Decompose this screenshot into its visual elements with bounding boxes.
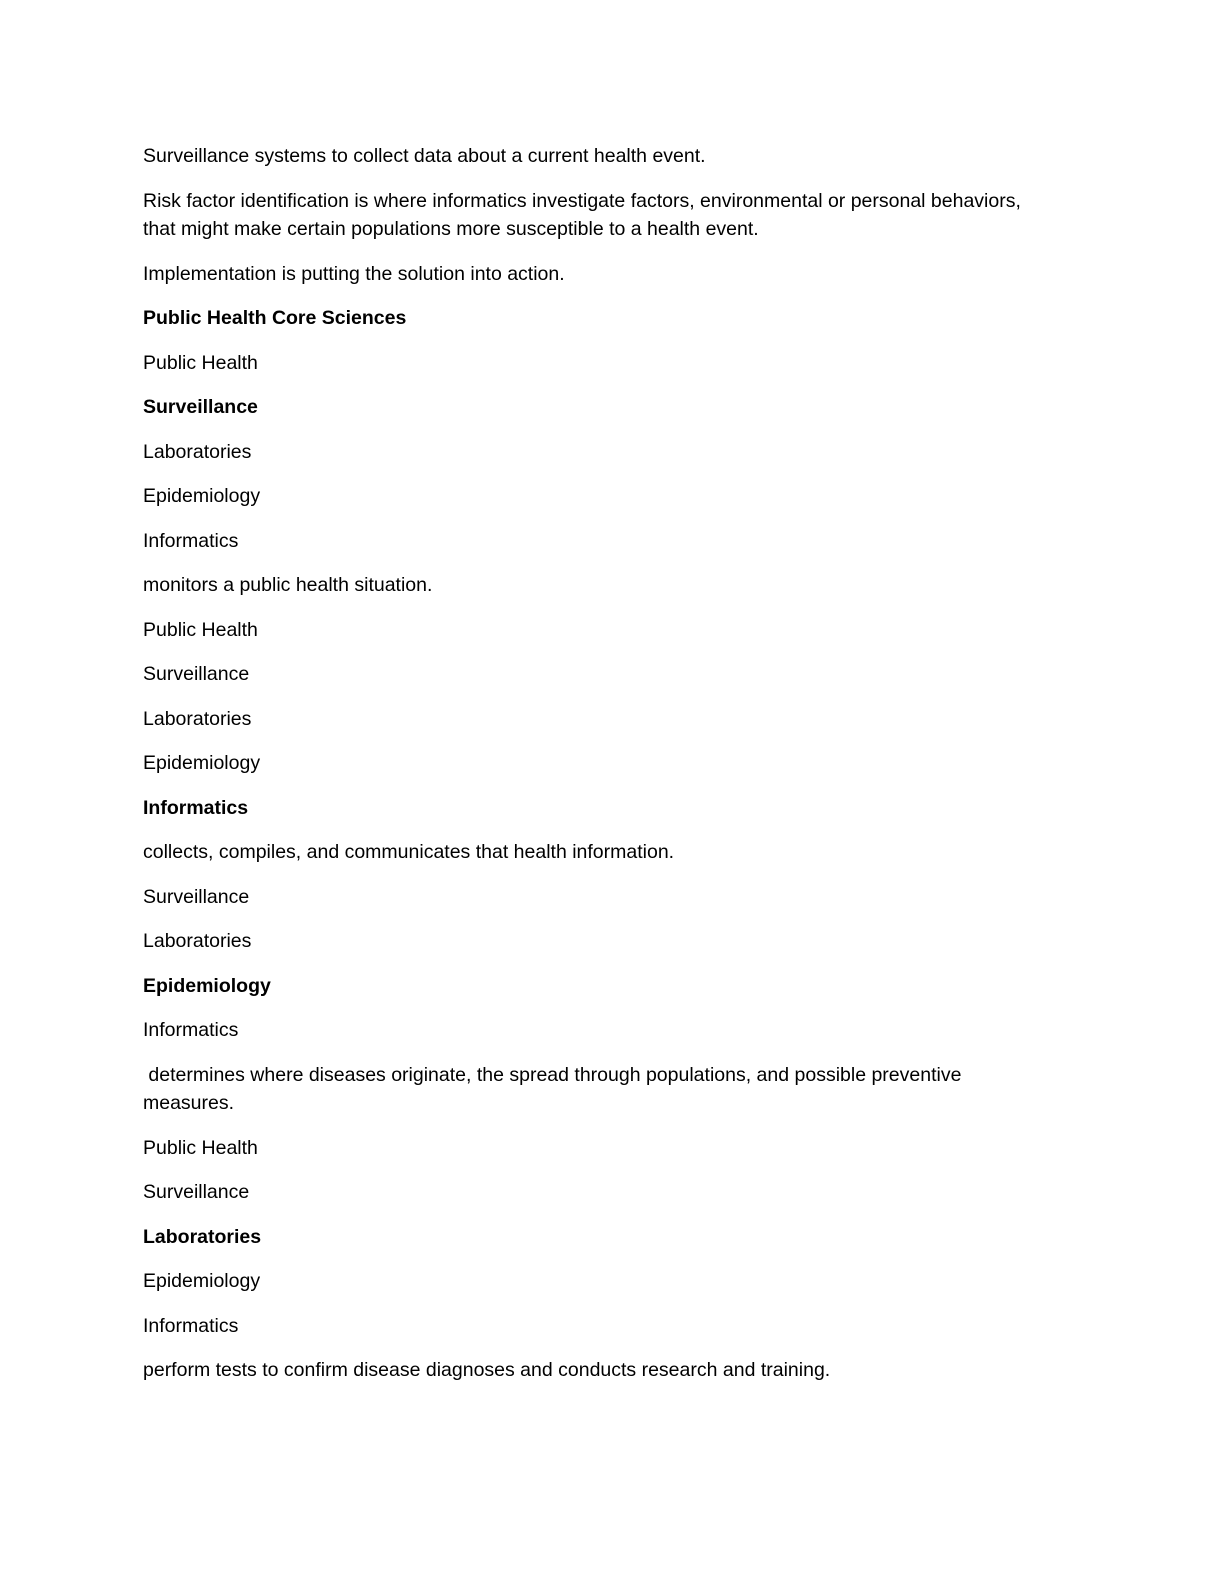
paragraph: Surveillance systems to collect data about a current health event. bbox=[143, 145, 706, 167]
option-item: Informatics bbox=[143, 1314, 239, 1337]
option-item: Epidemiology bbox=[143, 485, 261, 507]
option-item: Epidemiology bbox=[143, 1270, 261, 1292]
option-item: Public Health bbox=[143, 618, 258, 641]
definition-text: collects, compiles, and communicates that health information. bbox=[143, 841, 675, 863]
option-item: Surveillance bbox=[143, 396, 258, 418]
option-item: Public Health bbox=[143, 1136, 258, 1159]
definition-text: perform tests to confirm disease diagnoses and conducts research and training. bbox=[143, 1359, 831, 1381]
option-item: Public Health bbox=[143, 351, 258, 374]
option-item: Laboratories bbox=[143, 930, 252, 952]
option-item: Surveillance bbox=[143, 663, 250, 685]
option-item: Surveillance bbox=[143, 885, 250, 908]
definition-text: determines where diseases originate, the spread through populations, and possible preventive measures. bbox=[143, 1063, 967, 1114]
option-item: Informatics bbox=[143, 529, 239, 552]
option-item: Epidemiology bbox=[143, 974, 271, 997]
paragraph: Implementation is putting the solution into action. bbox=[143, 262, 565, 285]
option-item: Surveillance bbox=[143, 1181, 250, 1203]
section-heading: Public Health Core Sciences bbox=[143, 307, 407, 329]
option-item: Laboratories bbox=[143, 1225, 262, 1248]
option-item: Laboratories bbox=[143, 440, 252, 463]
definition-text: monitors a public health situation. bbox=[143, 574, 433, 596]
option-item: Epidemiology bbox=[143, 752, 261, 774]
document-body bbox=[143, 142, 1055, 1401]
paragraph: Risk factor identification is where informatics investigate factors, environmental or personal behaviors, that might make certain populations more susceptible to a health event. bbox=[143, 189, 1027, 240]
option-item: Laboratories bbox=[143, 707, 252, 730]
option-item: Informatics bbox=[143, 796, 249, 819]
option-item: Informatics bbox=[143, 1019, 239, 1041]
